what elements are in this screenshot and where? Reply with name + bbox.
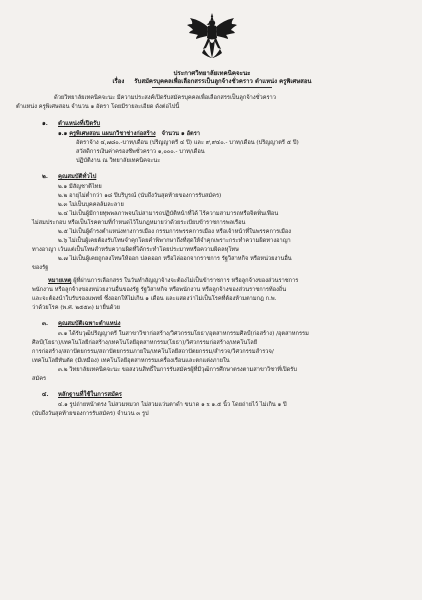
specific-item-1-line-1: ๓.๑ ได้รับวุฒิปริญญาตรี ในสาขาวิชาก่อสร้าง/วิศวกรรมโยธา/อุตสาหกรรมศิลป์(ก่อสร้าง) /อุตสาหกรรม: [58, 331, 309, 338]
section-1-title: ตำแหน่งที่เปิดรับ: [58, 120, 101, 128]
position-item-title: ครูพิเศษสอน แผนกวิชาช่างก่อสร้าง: [69, 131, 156, 138]
qualification-item-5: ๒.๕ ไม่เป็นผู้ดำรงตำแหน่งทางการเมือง กรรมการพรรคการเมือง หรือเจ้าหน้าที่ในพรรคการเมือง: [58, 229, 292, 236]
note-line-3: และจะต้องนำใบรับรองแพทย์ ซึ่งออกให้ไม่เกิน ๑ เดือน และแสดงว่าไม่เป็นโรคที่ต้องห้ามตามกฎ ก.พ.: [32, 296, 277, 303]
specific-item-1-line-2: ศิลป์(โยธา)/เทคโนโลยีก่อสร้าง/เทคโนโลยีอุตสาหกรรม(โยธา)/วิศวกรรมก่อสร้าง/เทคโนโลยี: [32, 340, 258, 347]
header-divider: [152, 87, 272, 88]
announcement-subject: [16, 78, 408, 86]
subject-label: เรื่อง: [112, 77, 125, 85]
qualification-item-4-line-2: ไม่สมประกอบ หรือเป็นโรคตามที่กำหนดไว้ในกฎหมายว่าด้วยระเบียบข้าราชการพลเรือน: [32, 220, 246, 227]
section-2-title: คุณสมบัติทั่วไป: [58, 173, 97, 181]
note-line-2: พนักงาน หรือลูกจ้างของหน่วยงานอื่นของรัฐ รัฐวิสาหกิจ หรือพนักงาน หรือลูกจ้างของส่วนราชการท้องถิ่น: [32, 287, 287, 294]
position-item-count: จำนวน ๑ อัตรา: [161, 131, 201, 138]
section-1-number: ๑.: [42, 120, 48, 128]
wage-line-3: ปฏิบัติงาน ณ วิทยาลัยเทคนิคจะนะ: [76, 158, 161, 165]
specific-item-2-line-1: ๓.๒ วิทยาลัยเทคนิคจะนะ ขอสงวนสิทธิ์ในการรับสมัครผู้ที่มีวุฒิการศึกษาตรงตามสาขาวิชาที่เปิดรับ: [58, 367, 297, 374]
garuda-emblem-icon: [186, 12, 238, 60]
qualification-item-7-line-1: ๒.๗ ไม่เป็นผู้เคยถูกลงโทษให้ออก ปลดออก หรือไล่ออกจากราชการ รัฐวิสาหกิจ หรือหน่วยงานอื่น: [58, 256, 292, 263]
note-line-4: ว่าด้วยโรค (พ.ศ. ๒๕๕๓) มายื่นด้วย: [32, 305, 120, 312]
qualification-item: ๒.๒ อายุไม่ต่ำกว่า ๑๘ ปีบริบูรณ์ (นับถึงวันสุดท้ายของการรับสมัคร): [58, 193, 222, 200]
qualification-item-4-line-1: ๒.๔ ไม่เป็นผู้มีกายทุพพลภาพจนไม่สามารถปฏิบัติหน้าที่ได้ ไร้ความสามารถหรือจิตฟั่นเฟือน: [58, 211, 279, 218]
section-1-heading: [42, 118, 408, 128]
wage-line-2: สวัสดิการเงินค่าครองชีพชั่วคราว ๑,๐๐๐.- บาท/เดือน: [76, 149, 205, 156]
intro-line-2: ตำแหน่ง ครูพิเศษสอน จำนวน ๑ อัตรา โดยมีรายละเอียด ดังต่อไปนี้: [16, 104, 180, 111]
document-item-1-line-1: ๔.๑ รูปถ่ายหน้าตรง ไม่สวมหมวก ไม่สวมแว่นตาดำ ขนาด ๑ x ๑.๕ นิ้ว โดยถ่ายไว้ ไม่เกิน ๑ ปี: [58, 402, 287, 409]
section-2-number: ๒.: [42, 173, 48, 181]
position-item-number: ๑.๑: [58, 131, 68, 138]
position-item: [58, 130, 408, 139]
note-line-1: [32, 277, 408, 286]
wage-line-1: อัตราจ้าง ๔,๗๘๐.-บาท/เดือน (ปริญญาตรี ๔ ปี) และ ๙,๙๔๐.- บาท/เดือน (ปริญญาตรี ๕ ปี): [76, 140, 299, 147]
note-text-1: ผู้ที่ผ่านการเลือกสรร ในวันทำสัญญาจ้างจะต้องไม่เป็นข้าราชการ หรือลูกจ้างของส่วนราชการ: [73, 278, 299, 285]
qualification-item-6-line-2: ทางอาญา เว้นแต่เป็นโทษสำหรับความผิดที่ได้กระทำโดยประมาทหรือความผิดลหุโทษ: [32, 247, 239, 254]
qualification-item-6-line-1: ๒.๖ ไม่เป็นผู้เคยต้องรับโทษจำคุกโดยคำพิพากษาถึงที่สุดให้จำคุกเพราะกระทำความผิดทางอาญา: [58, 238, 291, 245]
specific-item-1-line-3: การก่อสร้าง/สถาปัตยกรรม/สถาปัตยกรรมภายใน/เทคโนโลยีสถาปัตยกรรม/สำรวจ/วิศวกรรมสำรวจ/: [32, 349, 274, 356]
section-4-title: หลักฐานที่ใช้ในการสมัคร: [58, 391, 122, 399]
note-label: หมายเหตุ: [48, 278, 72, 285]
qualification-item: ๒.๑ มีสัญชาติไทย: [58, 184, 102, 191]
section-3-title: คุณสมบัติเฉพาะตำแหน่ง: [58, 320, 121, 328]
specific-item-2-line-2: สมัคร: [32, 376, 47, 383]
subject-text: รับสมัครบุคคลเพื่อเลือกสรรเป็นลูกจ้างชั่วคราว ตำแหน่ง ครูพิเศษสอน: [134, 77, 312, 85]
announcement-title: ประกาศวิทยาลัยเทคนิคจะนะ: [173, 70, 251, 77]
qualification-item: ๒.๓ ไม่เป็นบุคคลล้มละลาย: [58, 202, 124, 209]
qualification-item-7-line-2: ของรัฐ: [32, 265, 49, 272]
specific-item-1-line-4: เทคโนโลยีทันตัด (มีเหมือง) เทคโนโลยีอุตสาหกรรมเครื่องเรือนและตกแต่งภายใน: [32, 358, 230, 365]
section-4-heading: [42, 389, 408, 399]
document-item-1-line-2: (นับถึงวันสุดท้ายของการรับสมัคร) จำนวน ๓ รูป: [32, 411, 149, 418]
section-3-heading: [42, 318, 408, 328]
section-4-number: ๔.: [42, 391, 49, 399]
section-3-number: ๓.: [42, 320, 49, 328]
section-2-heading: [42, 171, 408, 181]
intro-line-1: ด้วยวิทยาลัยเทคนิคจะนะ มีความประสงค์เปิดรับสมัครบุคคลเพื่อเลือกสรรเป็นลูกจ้างชั่วคราว: [54, 95, 276, 102]
